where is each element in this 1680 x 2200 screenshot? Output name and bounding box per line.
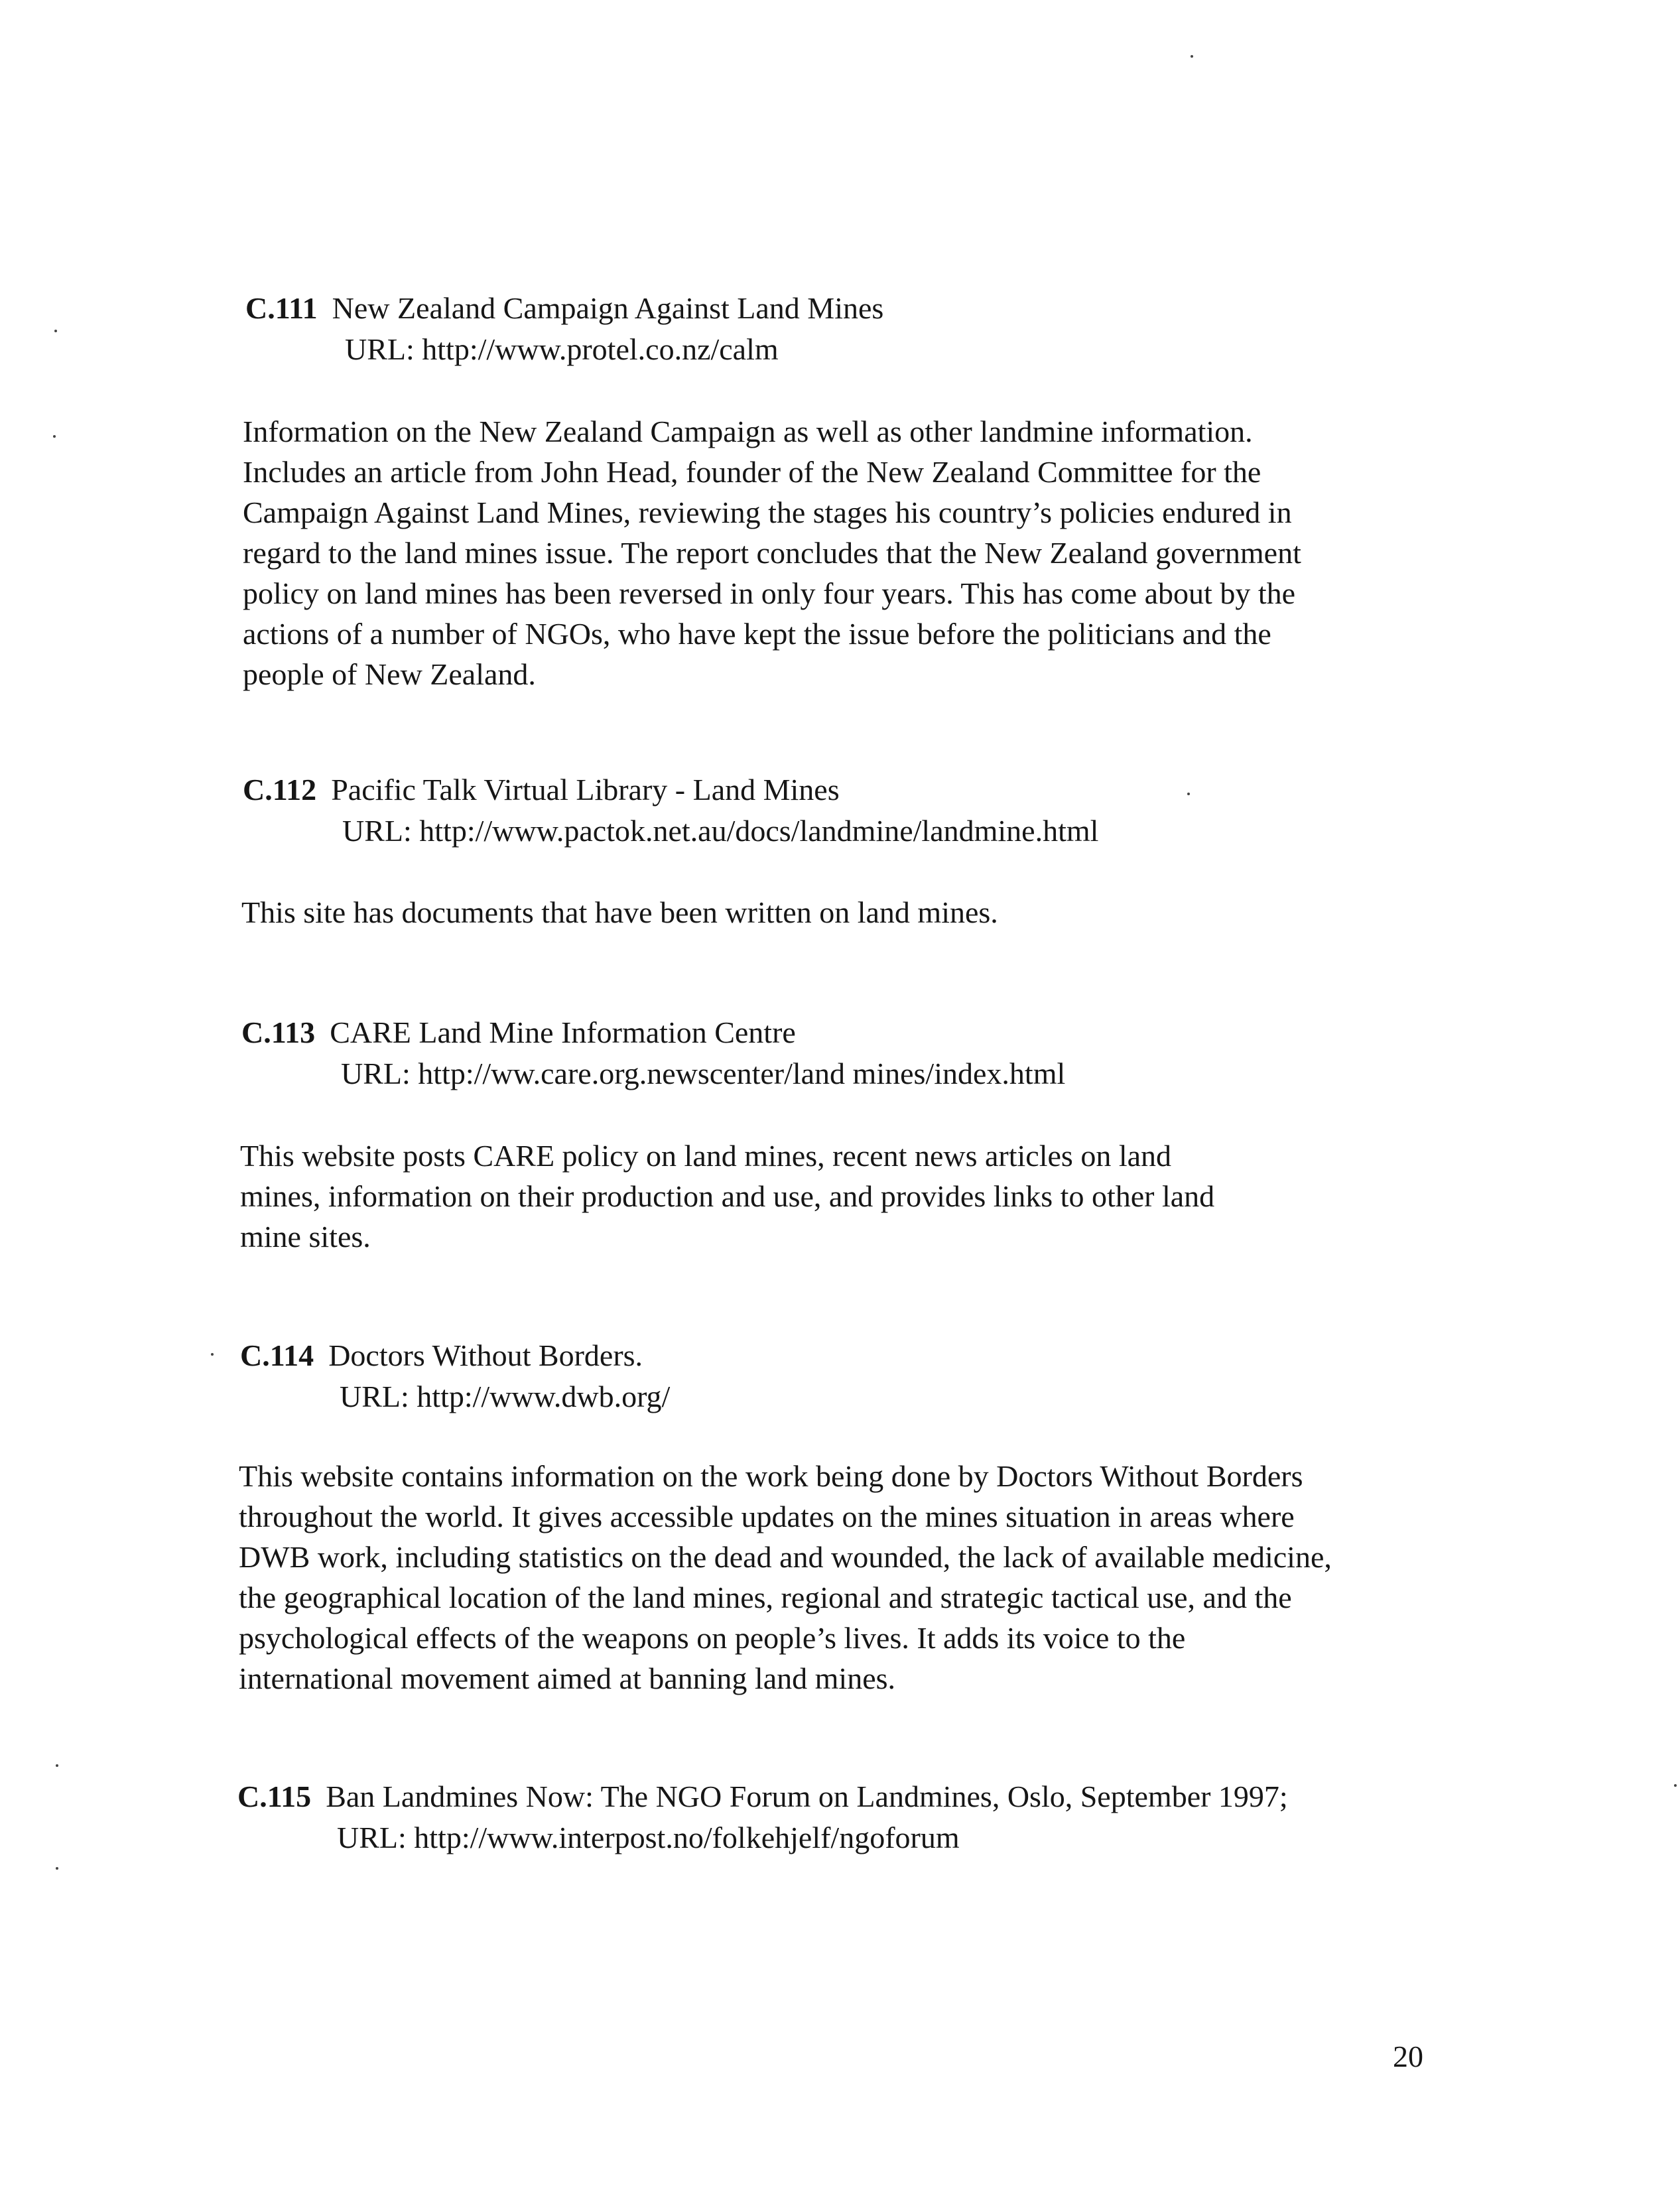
- scan-speck: [1674, 1784, 1677, 1787]
- entry-title: Doctors Without Borders.: [328, 1338, 643, 1372]
- entry-title: Pacific Talk Virtual Library - Land Mines: [331, 773, 840, 807]
- entry-heading: [245, 288, 883, 370]
- entry-url: URL: http://www.protel.co.nz/calm: [345, 332, 779, 366]
- entry-title-line: [241, 1012, 1065, 1053]
- entry-url: URL: http://www.interpost.no/folkehjelf/ngoforum: [337, 1821, 960, 1854]
- entry-code: C.114: [240, 1338, 314, 1372]
- entry-code: C.115: [237, 1779, 312, 1813]
- scan-speck: [211, 1353, 214, 1356]
- page-number: 20: [1393, 2039, 1423, 2073]
- entry-heading: [240, 1335, 670, 1417]
- entry-title-line: [243, 769, 1098, 810]
- entry-code: C.113: [241, 1015, 316, 1049]
- scan-speck: [56, 1764, 58, 1767]
- entry-title-line: [245, 288, 883, 329]
- entry-title: Ban Landmines Now: The NGO Forum on Landmines, Oslo, September 1997;: [326, 1779, 1288, 1813]
- entry-heading: [237, 1776, 1288, 1858]
- entry-url: URL: http://www.dwb.org/: [340, 1380, 671, 1413]
- scan-speck: [1191, 55, 1193, 58]
- entry-title-line: [237, 1776, 1288, 1817]
- entry-title: CARE Land Mine Information Centre: [330, 1015, 796, 1049]
- entry-description: This site has documents that have been written on land mines.: [241, 895, 998, 929]
- entry-description: Information on the New Zealand Campaign as well as other landmine information. Includes an article from John Head, founder of the New Zealand Committee for the Campaign Against Land Mines, reviewing the stages his country’s policies endured in regard to the land mines issue. The report concludes that the New Zealand government policy on land mines has been reversed in only four years. This has come about by the actions of a number of NGOs, who have kept the issue before the politicians and the people of New Zealand.: [243, 415, 1301, 691]
- entry-code: C.111: [245, 291, 318, 325]
- entry-title: New Zealand Campaign Against Land Mines: [332, 291, 884, 325]
- entry-heading: [243, 769, 1098, 852]
- entry-description: This website contains information on the work being done by Doctors Without Borders throughout the world. It gives accessible updates on the mines situation in areas where DWB work, including statistics on the dead and wounded, the lack of available medicine, the geographical location of the land mines, regional and strategic tactical use, and the psychological effects of the weapons on people’s lives. It adds its voice to the international movement aimed at banning land mines.: [239, 1459, 1332, 1695]
- entry-description: This website posts CARE policy on land mines, recent news articles on land mines, information on their production and use, and provides links to other land mine sites.: [240, 1139, 1215, 1254]
- entry-heading: [241, 1012, 1065, 1094]
- entry-url: URL: http://ww.care.org.newscenter/land mines/index.html: [341, 1057, 1066, 1090]
- entry-title-line: [240, 1335, 670, 1376]
- scan-speck: [56, 1867, 58, 1870]
- scan-speck: [1187, 793, 1190, 795]
- scan-speck: [53, 435, 56, 438]
- scan-speck: [54, 330, 57, 332]
- entry-code: C.112: [243, 773, 317, 807]
- entry-url: URL: http://www.pactok.net.au/docs/landmine/landmine.html: [342, 814, 1099, 848]
